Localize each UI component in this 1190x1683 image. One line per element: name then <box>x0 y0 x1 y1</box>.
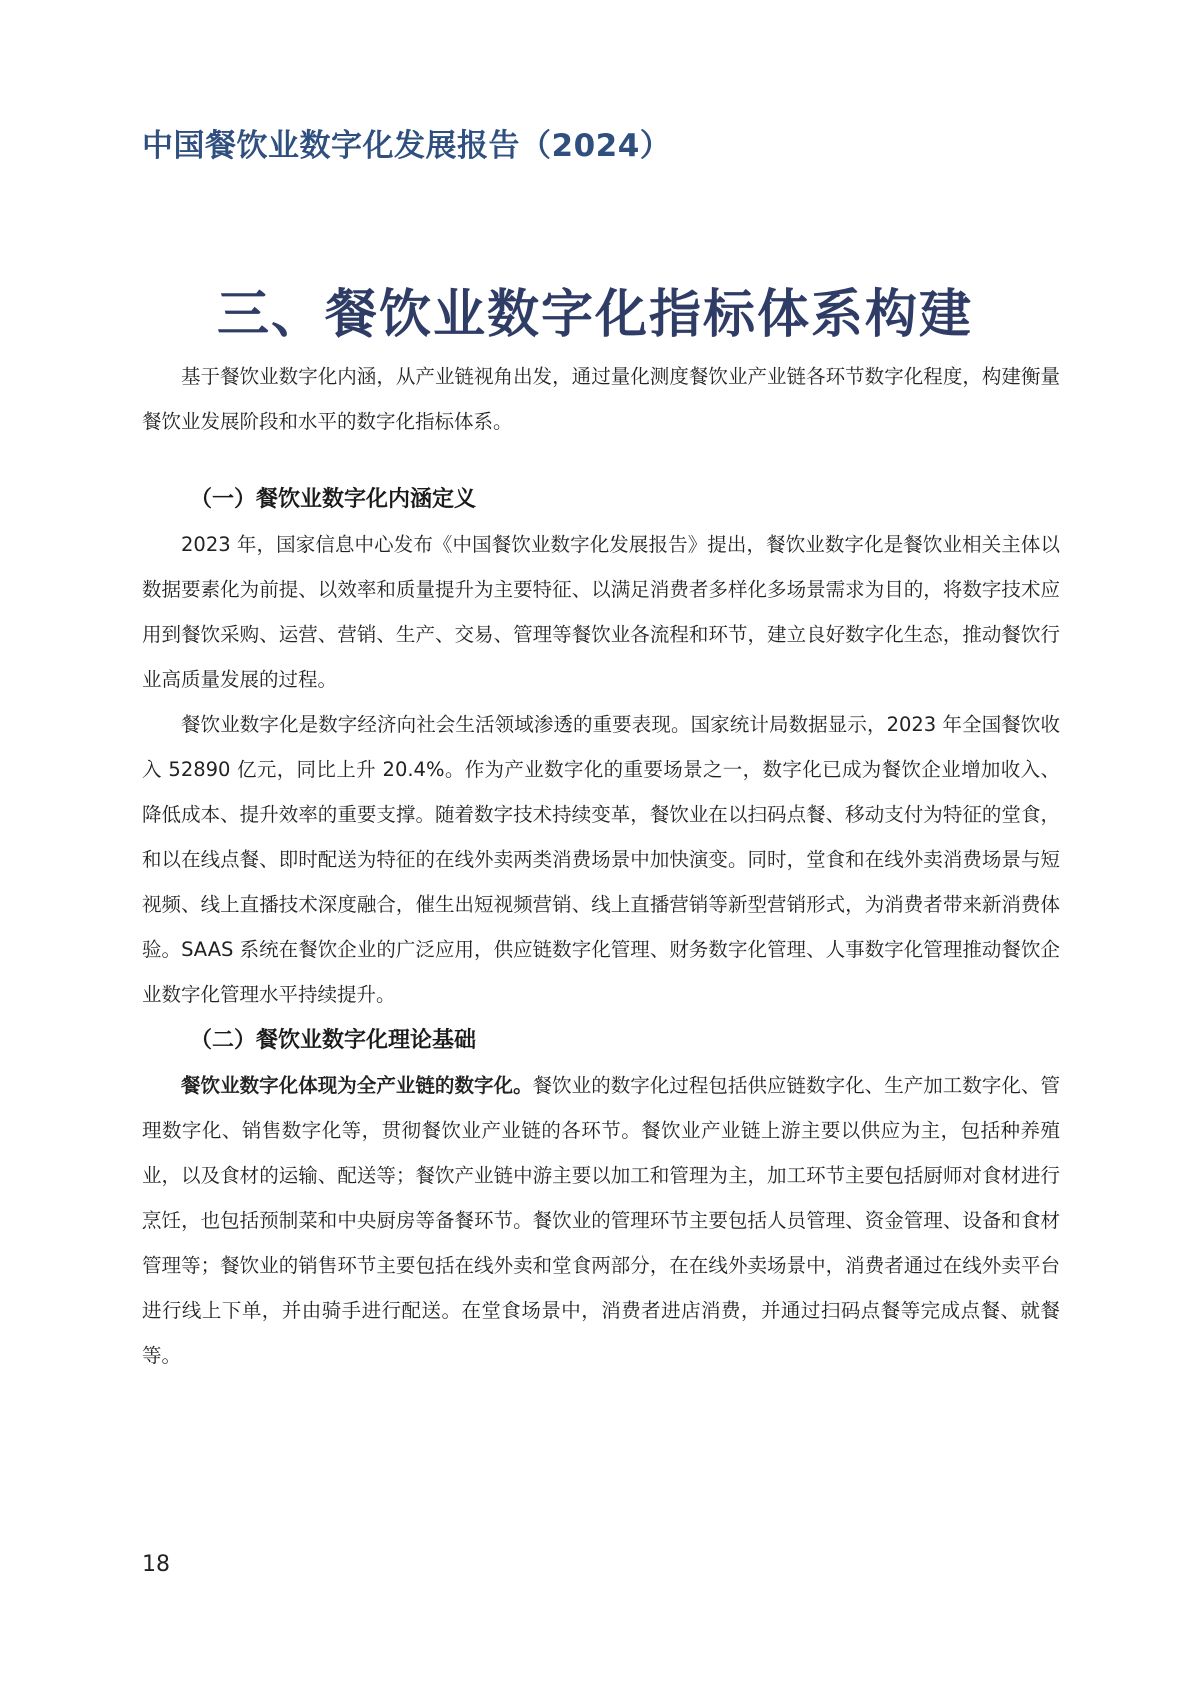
running-header: 中国餐饮业数字化发展报告（2024） <box>142 128 672 164</box>
chapter-title: 三、餐饮业数字化指标体系构建 <box>216 284 973 345</box>
section-2 <box>142 1018 1060 1378</box>
section-2-paragraph-1 <box>142 1063 1060 1378</box>
intro-paragraph: 基于餐饮业数字化内涵，从产业链视角出发，通过量化测度餐饮业产业链各环节数字化程度，构建衡量餐饮业发展阶段和水平的数字化指标体系。 <box>142 365 1060 433</box>
page-number: 18 <box>142 1552 170 1577</box>
section-2-heading: （二）餐饮业数字化理论基础 <box>190 1028 477 1053</box>
section-2-paragraph-text: 餐饮业的数字化过程包括供应链数字化、生产加工数字化、管理数字化、销售数字化等，贯彻餐饮业产业链的各环节。餐饮业产业链上游主要以供应为主，包括种养殖业，以及食材的运输、配送等；餐饮产业链中游主要以加工和管理为主，加工环节主要包括厨师对食材进行烹饪，也包括预制菜和中央厨房等备餐环节。餐饮业的管理环节主要包括人员管理、资金管理、设备和食材管理等；餐饮业的销售环节主要包括在线外卖和堂食两部分，在在线外卖场景中，消费者通过在线外卖平台进行线上下单，并由骑手进行配送。在堂食场景中，消费者进店消费，并通过扫码点餐等完成点餐、就餐等。 <box>142 1074 1060 1367</box>
section-1-paragraph-1: 2023 年，国家信息中心发布《中国餐饮业数字化发展报告》提出，餐饮业数字化是餐饮业相关主体以数据要素化为前提、以效率和质量提升为主要特征、以满足消费者多样化多场景需求为目的，将数字技术应用到餐饮采购、运营、营销、生产、交易、管理等餐饮业各流程和环节，建立良好数字化生态，推动餐饮行业高质量发展的过程。 <box>142 533 1060 691</box>
section-1-paragraph-2: 餐饮业数字化是数字经济向社会生活领域渗透的重要表现。国家统计局数据显示，2023 年全国餐饮收入 52890 亿元，同比上升 20.4%。作为产业数字化的重要场景之一，数字化已成为餐饮企业增加收入、降低成本、提升效率的重要支撑。随着数字技术持续变革，餐饮业在以扫码点餐、移动支付为特征的堂食，和以在线点餐、即时配送为特征的在线外卖两类消费场景中加快演变。同时，堂食和在线外卖消费场景与短视频、线上直播技术深度融合，催生出短视频营销、线上直播营销等新型营销形式，为消费者带来新消费体验。SAAS 系统在餐饮企业的广泛应用，供应链数字化管理、财务数字化管理、人事数字化管理推动餐饮企业数字化管理水平持续提升。 <box>142 713 1060 1006</box>
section-1 <box>142 477 1060 1017</box>
section-1-heading: （一）餐饮业数字化内涵定义 <box>190 487 477 512</box>
section-2-lead-sentence: 餐饮业数字化体现为全产业链的数字化。 <box>181 1074 533 1097</box>
intro-block <box>142 354 1060 444</box>
